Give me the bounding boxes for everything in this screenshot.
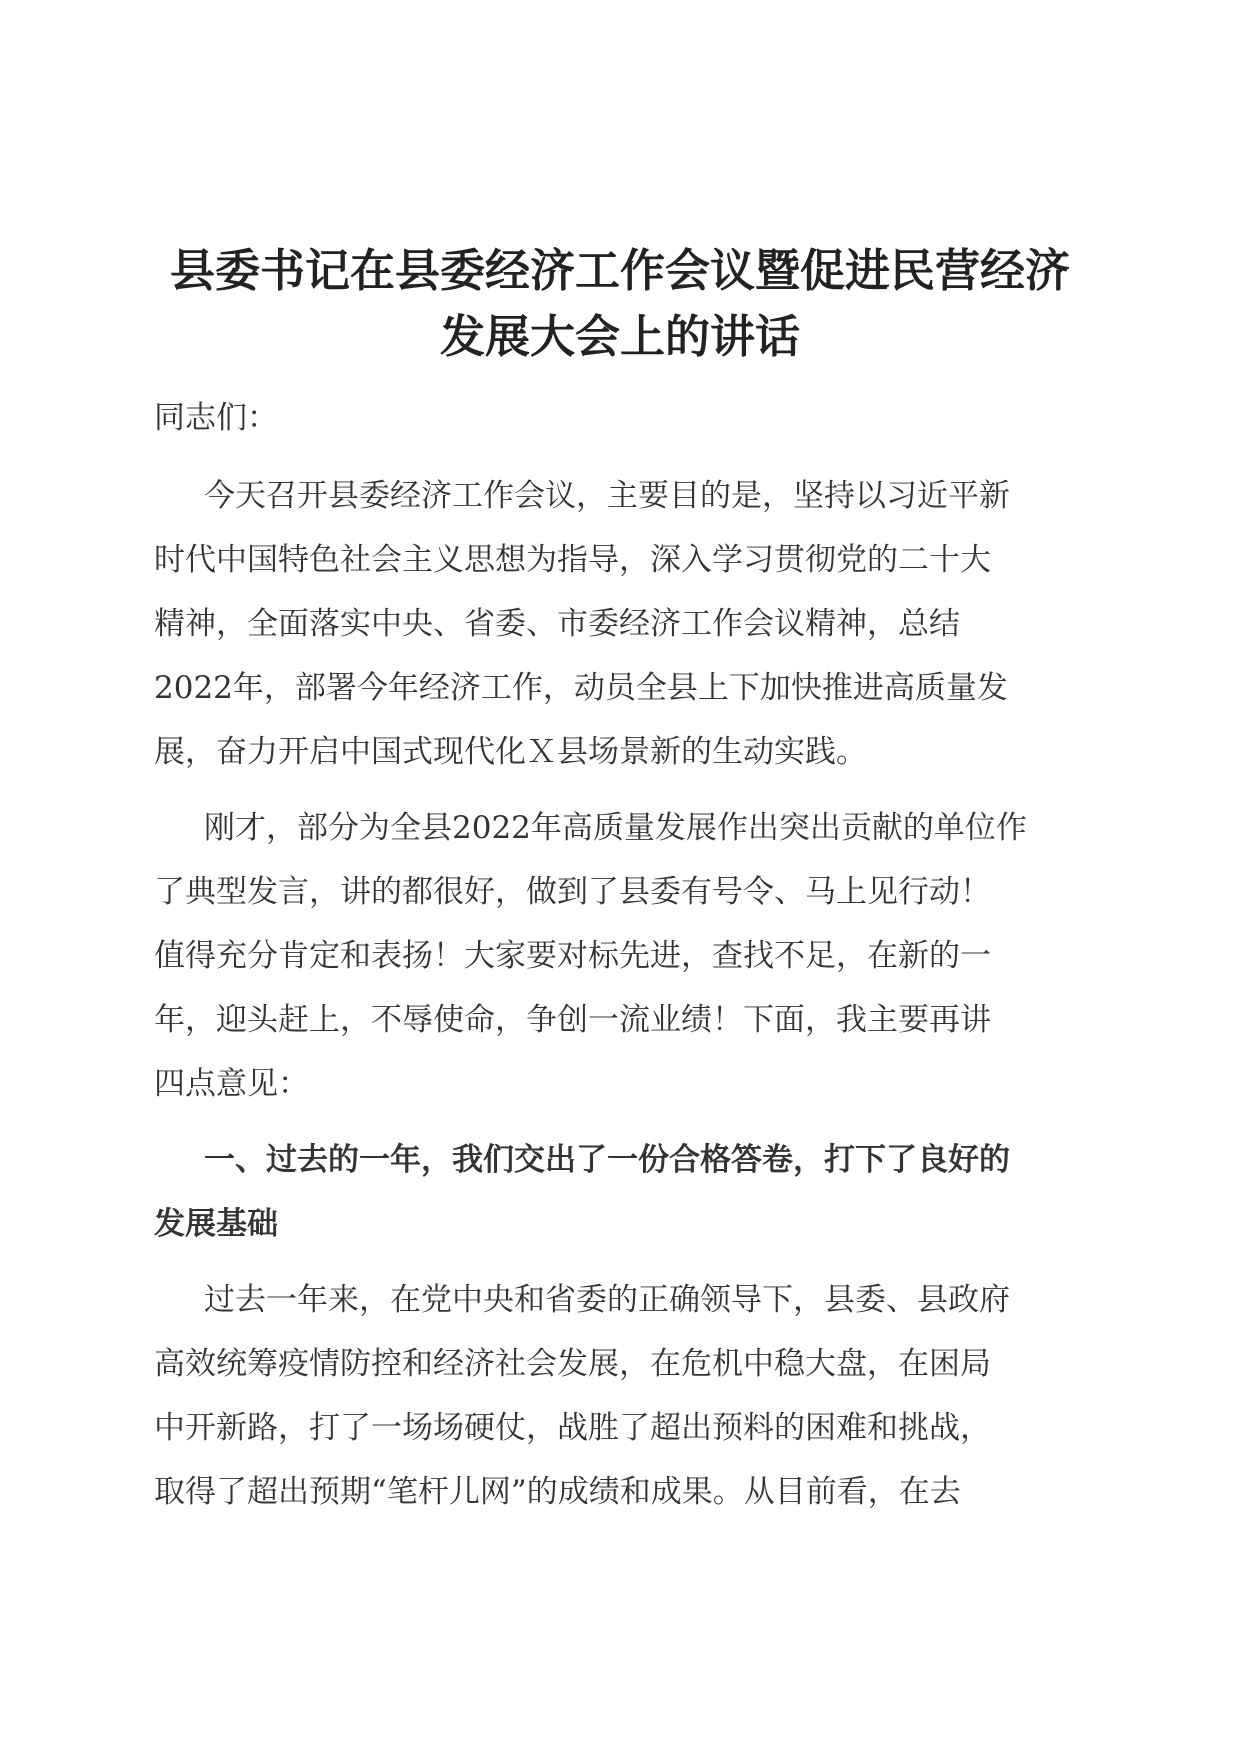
heading-line: 一、过去的一年，我们交出了一份合格答卷，打下了良好的: [204, 1142, 1010, 1178]
document-title: [150, 238, 1090, 370]
paragraph-line: 取得了超出预期“笔杆儿网”的成绩和成果。从目前看，在去: [154, 1474, 961, 1510]
paragraph-line: 刚才，部分为全县2022年高质量发展作出突出贡献的单位作: [204, 810, 1027, 846]
paragraph-line: 2022年，部署今年经济工作，动员全县上下加快推进高质量发: [154, 670, 1008, 706]
greeting-text: 同志们：: [154, 400, 278, 436]
paragraph-line: 年，迎头赶上，不辱使命，争创一流业绩！下面，我主要再讲: [154, 1002, 991, 1038]
paragraph-praise: [154, 796, 1084, 1116]
paragraph-line: 高效统筹疫情防控和经济社会发展，在危机中稳大盘，在困局: [154, 1346, 991, 1382]
section-heading: [154, 1128, 1084, 1256]
title-line: 县委书记在县委经济工作会议暨促进民营经济: [169, 244, 1070, 297]
paragraph-line: 精神，全面落实中央、省委、市委经济工作会议精神，总结: [154, 606, 960, 642]
paragraph-line: 值得充分肯定和表扬！大家要对标先进，查找不足，在新的一: [154, 938, 991, 974]
greeting: [154, 386, 1084, 450]
paragraph-line: 展，奋力开启中国式现代化Ｘ县场景新的生动实践。: [154, 734, 867, 770]
title-line: 发展大会上的讲话: [439, 310, 800, 363]
paragraph-intro: [154, 464, 1084, 784]
paragraph-line: 中开新路，打了一场场硬仗，战胜了超出预料的困难和挑战，: [154, 1410, 991, 1446]
paragraph-review: [154, 1268, 1084, 1524]
paragraph-line: 过去一年来，在党中央和省委的正确领导下，县委、县政府: [204, 1282, 1010, 1318]
document-body: [154, 386, 1084, 1536]
heading-line: 发展基础: [154, 1206, 278, 1242]
paragraph-line: 时代中国特色社会主义思想为指导，深入学习贯彻党的二十大: [154, 542, 991, 578]
paragraph-line: 四点意见：: [154, 1066, 309, 1102]
paragraph-line: 了典型发言，讲的都很好，做到了县委有号令、马上见行动！: [154, 874, 991, 910]
paragraph-line: 今天召开县委经济工作会议，主要目的是，坚持以习近平新: [204, 478, 1010, 514]
